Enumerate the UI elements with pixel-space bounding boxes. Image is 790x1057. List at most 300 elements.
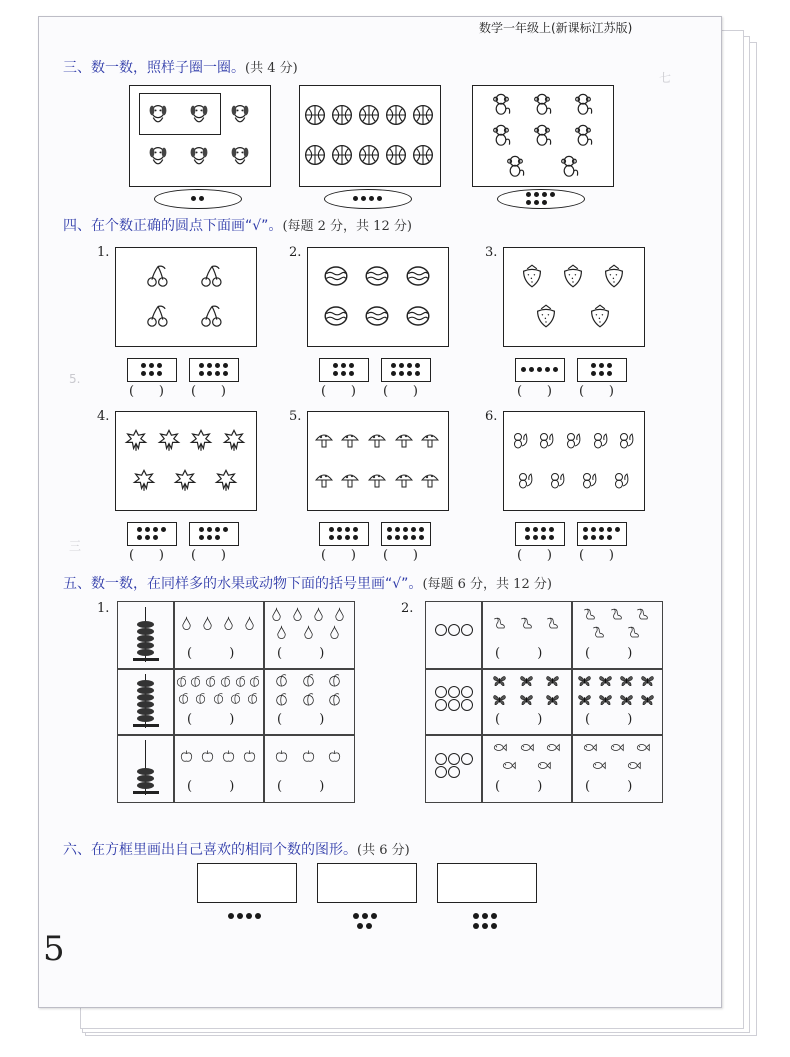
answer-bracket[interactable]: ( ) (579, 384, 614, 399)
dot (599, 363, 604, 368)
section-5-title-text: 五、数一数，在同样多的水果或动物下面的括号里画“√”。 (63, 576, 423, 592)
dot-group (525, 527, 554, 540)
peach-icon (212, 692, 225, 705)
dot (403, 527, 408, 532)
question-number: 1. (97, 245, 110, 260)
count-circle (435, 766, 447, 778)
pear-icon (290, 607, 305, 622)
monkey-icon (571, 92, 595, 116)
squirrel-icon (515, 470, 535, 490)
q1-number: 1. (97, 601, 110, 616)
peach-icon (301, 673, 316, 688)
fish-icon (635, 740, 650, 755)
dot (246, 913, 252, 919)
leaf-icon (173, 468, 197, 492)
pear-icon (311, 607, 326, 622)
fish-icon (536, 758, 551, 773)
dot (473, 923, 479, 929)
dot (207, 371, 212, 376)
section-3-title-text: 三、数一数，照样子圈一圈。 (63, 60, 245, 76)
dot (545, 367, 550, 372)
dot (395, 535, 400, 540)
dot (337, 527, 342, 532)
goose-icon (635, 607, 650, 622)
dot (157, 363, 162, 368)
leaf-icon (189, 428, 213, 452)
apple-icon (327, 749, 342, 764)
dot (141, 363, 146, 368)
dot (362, 913, 368, 919)
picture-box (115, 411, 257, 511)
peach-icon (175, 675, 188, 688)
butterfly-icon (598, 692, 613, 707)
pear-icon (332, 607, 347, 622)
dot (591, 527, 596, 532)
dot (199, 371, 204, 376)
dot (215, 535, 220, 540)
leaf-icon (157, 428, 181, 452)
fish-icon (626, 758, 641, 773)
answer-bracket[interactable]: ( ) (277, 645, 325, 661)
dot (329, 527, 334, 532)
section-3-note: (共 4 分) (245, 61, 298, 76)
answer-bracket[interactable]: ( ) (383, 384, 418, 399)
drawing-box[interactable] (317, 863, 417, 903)
fish-icon (591, 758, 606, 773)
apple-icon (301, 749, 316, 764)
answer-bracket[interactable]: ( ) (321, 384, 356, 399)
dot (237, 913, 243, 919)
dot (207, 535, 212, 540)
dot (191, 196, 196, 201)
peach-icon (234, 675, 247, 688)
dot (377, 196, 382, 201)
dot (207, 527, 212, 532)
dot (599, 371, 604, 376)
count-circle (448, 686, 460, 698)
abacus-bead (137, 649, 154, 656)
dot (333, 371, 338, 376)
answer-bracket[interactable]: ( ) (517, 548, 552, 563)
dot (591, 371, 596, 376)
picture-box (307, 411, 449, 511)
dot (199, 535, 204, 540)
mushroom-icon (394, 470, 414, 490)
peach-icon (189, 675, 202, 688)
abacus-bead (137, 621, 154, 628)
peach-icon (177, 692, 190, 705)
section-5-note: (每题 6 分，共 12 分) (422, 577, 552, 592)
fish-icon (582, 740, 597, 755)
dot (550, 192, 555, 197)
dot (607, 363, 612, 368)
dot-group (387, 527, 424, 540)
squirrel-icon (579, 470, 599, 490)
question-number: 3. (485, 245, 498, 260)
dot-group (141, 363, 162, 376)
ball-icon (385, 104, 407, 126)
book-header: 数学一年级上(新课标江苏版) (479, 21, 633, 35)
abacus-bead (137, 628, 154, 635)
dot-group (526, 192, 555, 205)
dot-group (591, 363, 612, 376)
dot (353, 527, 358, 532)
dot (541, 535, 546, 540)
dot (353, 913, 359, 919)
section-4-note: (每题 2 分，共 12 分) (282, 219, 412, 234)
abacus-base (133, 724, 159, 727)
answer-bracket[interactable]: ( ) (277, 712, 325, 728)
strawberry-icon (520, 264, 544, 288)
abacus-bead (137, 635, 154, 642)
dot (215, 363, 220, 368)
section-6-title-text: 六、在方框里画出自己喜欢的相同个数的图形。 (63, 842, 357, 858)
answer-bracket[interactable]: ( ) (495, 712, 543, 728)
answer-bracket[interactable]: ( ) (495, 779, 543, 794)
dot (387, 527, 392, 532)
dot (591, 363, 596, 368)
picture-box (307, 247, 449, 347)
dot (529, 367, 534, 372)
squirrel-icon (616, 430, 636, 450)
dot-group (333, 363, 354, 376)
dot-group (137, 527, 166, 540)
bleed-through: 5. (69, 372, 81, 386)
peach-icon (301, 692, 316, 707)
mushroom-icon (394, 430, 414, 450)
butterfly-icon (619, 673, 634, 688)
dot (149, 363, 154, 368)
dot-group (329, 527, 358, 540)
answer-bracket[interactable]: ( ) (585, 645, 633, 661)
answer-bracket[interactable]: ( ) (277, 779, 325, 794)
watermelon-icon (365, 264, 389, 288)
dot (199, 527, 204, 532)
monkey-icon (489, 123, 513, 147)
ball-icon (358, 144, 380, 166)
dot (357, 923, 363, 929)
dot (361, 196, 366, 201)
abacus-bead (137, 782, 154, 789)
squirrel-icon (536, 430, 556, 450)
dot (199, 196, 204, 201)
dot-group (199, 363, 228, 376)
ball-icon (304, 144, 326, 166)
fish-icon (545, 740, 560, 755)
ball-icon (304, 104, 326, 126)
butterfly-icon (545, 692, 560, 707)
goose-icon (626, 625, 641, 640)
bleed-through: 七 (659, 71, 672, 85)
pear-icon (301, 625, 316, 640)
dot (207, 363, 212, 368)
dot (329, 535, 334, 540)
count-circle (435, 753, 447, 765)
dot (549, 535, 554, 540)
abacus-base (133, 791, 159, 794)
dot (607, 535, 612, 540)
dot-group (521, 367, 558, 372)
dot (537, 367, 542, 372)
butterfly-icon (545, 673, 560, 688)
dot (345, 535, 350, 540)
pear-icon (200, 616, 215, 631)
answer-bracket[interactable]: ( ) (495, 645, 543, 661)
count-circle (448, 753, 460, 765)
goose-icon (519, 616, 534, 631)
page-number: 5 (43, 929, 65, 969)
q2-number: 2. (401, 601, 414, 616)
dot (341, 363, 346, 368)
peach-icon (327, 692, 342, 707)
abacus-bead (137, 642, 154, 649)
ball-icon (358, 104, 380, 126)
dot (607, 371, 612, 376)
answer-bracket[interactable]: ( ) (517, 384, 552, 399)
drawing-box[interactable] (197, 863, 297, 903)
dot (407, 363, 412, 368)
dot (391, 363, 396, 368)
squirrel-icon (510, 430, 530, 450)
monkey-icon (530, 92, 554, 116)
answer-bracket[interactable]: ( ) (585, 712, 633, 728)
dot (407, 371, 412, 376)
dot (228, 913, 234, 919)
fish-icon (609, 740, 624, 755)
answer-bracket[interactable]: ( ) (129, 384, 164, 399)
apple-icon (221, 749, 236, 764)
count-circle (435, 699, 447, 711)
dot (353, 196, 358, 201)
dot (411, 527, 416, 532)
dot (415, 371, 420, 376)
dot (149, 371, 154, 376)
ball-icon (331, 144, 353, 166)
dot (223, 527, 228, 532)
butterfly-icon (492, 673, 507, 688)
pear-icon (221, 616, 236, 631)
dot (534, 192, 539, 197)
squirrel-icon (547, 470, 567, 490)
picture-box (115, 247, 257, 347)
dot (542, 192, 547, 197)
mushroom-icon (420, 470, 440, 490)
count-circle (448, 766, 460, 778)
dot (215, 527, 220, 532)
ball-icon (412, 104, 434, 126)
dot-group (391, 363, 420, 376)
dot (473, 913, 479, 919)
dot (137, 527, 142, 532)
squirrel-icon (590, 430, 610, 450)
sample-circle (139, 93, 221, 135)
dot-group (583, 527, 620, 540)
dot (141, 371, 146, 376)
abacus-bead (137, 768, 154, 775)
picture-box (503, 247, 645, 347)
answer-bracket[interactable]: ( ) (129, 548, 164, 563)
goose-icon (591, 625, 606, 640)
dot (223, 371, 228, 376)
leaf-icon (222, 428, 246, 452)
worksheet-page (38, 16, 722, 1008)
dot (526, 192, 531, 197)
mushroom-icon (367, 430, 387, 450)
strawberry-icon (588, 304, 612, 328)
peach-icon (246, 692, 259, 705)
butterfly-icon (519, 692, 534, 707)
count-circle (461, 686, 473, 698)
dot (415, 363, 420, 368)
dog-icon (228, 102, 252, 126)
dot (161, 527, 166, 532)
pear-icon (179, 616, 194, 631)
section-6-note: (共 6 分) (357, 843, 410, 858)
dot (199, 363, 204, 368)
leaf-icon (124, 428, 148, 452)
peach-icon (274, 673, 289, 688)
watermelon-icon (324, 304, 348, 328)
dot (419, 535, 424, 540)
monkey-icon (503, 154, 527, 178)
dot (542, 200, 547, 205)
mushroom-icon (340, 470, 360, 490)
cherry-icon (200, 264, 224, 288)
dog-icon (146, 144, 170, 168)
cherry-icon (200, 304, 224, 328)
mushroom-icon (314, 430, 334, 450)
fish-icon (492, 740, 507, 755)
ball-icon (385, 144, 407, 166)
watermelon-icon (365, 304, 389, 328)
fish-icon (519, 740, 534, 755)
bleed-through: 三 (69, 539, 82, 553)
dot (583, 535, 588, 540)
section-4-title-text: 四、在个数正确的圆点下面画“√”。 (63, 218, 283, 234)
dot (482, 913, 488, 919)
answer-bracket[interactable]: ( ) (191, 548, 226, 563)
dot (345, 527, 350, 532)
dot-group (199, 527, 228, 540)
dot (369, 196, 374, 201)
answer-bracket[interactable]: ( ) (585, 779, 633, 794)
dot (349, 371, 354, 376)
strawberry-icon (534, 304, 558, 328)
pear-icon (327, 625, 342, 640)
apple-icon (274, 749, 289, 764)
leaf-icon (214, 468, 238, 492)
butterfly-icon (640, 673, 655, 688)
ball-icon (331, 104, 353, 126)
dot (399, 363, 404, 368)
answer-bracket[interactable]: ( ) (187, 712, 235, 728)
section-3-title (63, 57, 298, 77)
dot (341, 371, 346, 376)
peach-icon (327, 673, 342, 688)
dot (153, 527, 158, 532)
goose-icon (492, 616, 507, 631)
dot (395, 527, 400, 532)
peach-icon (274, 692, 289, 707)
dot (491, 923, 497, 929)
ball-icon (412, 144, 434, 166)
dot (533, 527, 538, 532)
section-6-title (63, 839, 410, 859)
dot (525, 535, 530, 540)
answer-bracket[interactable]: ( ) (579, 548, 614, 563)
count-circle (461, 699, 473, 711)
dot (541, 527, 546, 532)
dot-group (191, 196, 204, 201)
abacus-base (133, 658, 159, 661)
mushroom-icon (420, 430, 440, 450)
question-number: 2. (289, 245, 302, 260)
dot (591, 535, 596, 540)
squirrel-icon (611, 470, 631, 490)
watermelon-icon (406, 304, 430, 328)
answer-bracket[interactable]: ( ) (321, 548, 356, 563)
mushroom-icon (340, 430, 360, 450)
answer-bracket[interactable]: ( ) (191, 384, 226, 399)
dot (145, 535, 150, 540)
question-number: 6. (485, 409, 498, 424)
peach-icon (229, 692, 242, 705)
question-number: 5. (289, 409, 302, 424)
butterfly-icon (640, 692, 655, 707)
cherry-icon (146, 264, 170, 288)
mushroom-icon (314, 470, 334, 490)
watermelon-icon (324, 264, 348, 288)
dot (333, 363, 338, 368)
dot (399, 371, 404, 376)
dot (491, 913, 497, 919)
dot (583, 527, 588, 532)
goose-icon (582, 607, 597, 622)
dot (157, 371, 162, 376)
picture-box (503, 411, 645, 511)
pear-icon (242, 616, 257, 631)
butterfly-icon (598, 673, 613, 688)
apple-icon (179, 749, 194, 764)
peach-icon (194, 692, 207, 705)
butterfly-icon (492, 692, 507, 707)
dot (526, 200, 531, 205)
pear-icon (269, 607, 284, 622)
section-5-title (63, 573, 552, 593)
drawing-box[interactable] (437, 863, 537, 903)
monkey-icon (571, 123, 595, 147)
monkey-icon (557, 154, 581, 178)
strawberry-icon (561, 264, 585, 288)
dot (255, 913, 261, 919)
monkey-icon (489, 92, 513, 116)
dot (525, 527, 530, 532)
dot (215, 371, 220, 376)
dot (349, 363, 354, 368)
dog-icon (187, 144, 211, 168)
apple-icon (200, 749, 215, 764)
dot (607, 527, 612, 532)
answer-bracket[interactable]: ( ) (187, 645, 235, 661)
dot (521, 367, 526, 372)
pear-icon (274, 625, 289, 640)
answer-bracket[interactable]: ( ) (383, 548, 418, 563)
answer-bracket[interactable]: ( ) (187, 779, 235, 794)
squirrel-icon (563, 430, 583, 450)
fish-icon (501, 758, 516, 773)
dot (549, 527, 554, 532)
dot (371, 913, 377, 919)
